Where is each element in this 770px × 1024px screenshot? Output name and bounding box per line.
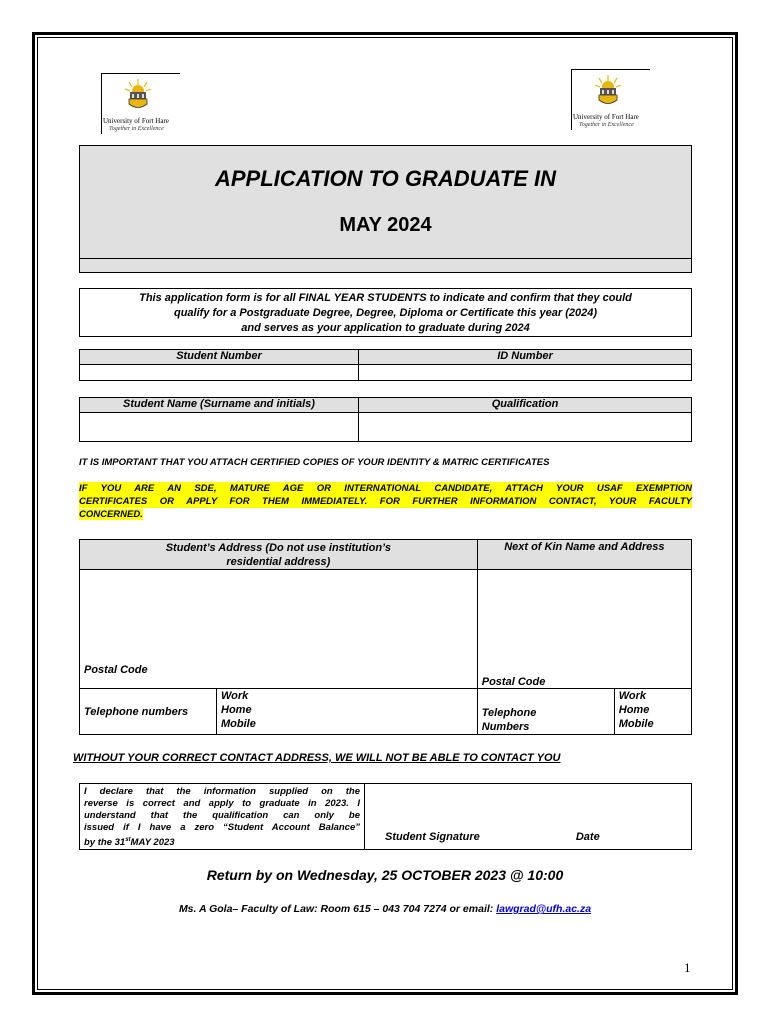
logo-university-name: University of Fort Hare [573,113,639,121]
work-label: Work [618,690,647,702]
form-title: APPLICATION TO GRADUATE IN [215,166,556,191]
university-logo-right [571,69,651,135]
declaration-line: I declare that the information supplied on the [84,786,360,797]
sde-notice-line: IF YOU ARE AN SDE, MATURE AGE OR INTERNATIONAL CANDIDATE, ATTACH YOUR USAF EXEMPTION [79,483,692,494]
declaration-line: reverse is correct and apply to graduate in 2023. I [84,798,360,809]
qualification-field[interactable] [359,413,692,442]
numbers-label: Numbers [481,721,530,733]
student-number-field[interactable] [80,365,359,381]
name-table [79,397,692,442]
qualification-label: Qualification [359,398,692,413]
email-link[interactable]: lawgrad@ufh.ac.za [496,903,592,915]
signature-field[interactable] [365,784,692,850]
student-phone-types [217,689,478,735]
home-label: Home [618,704,650,716]
student-name-field[interactable] [80,413,359,442]
home-label: Home [221,704,252,716]
contact-text: Ms. A Gola– Faculty of Law: Room 615 – 043 704 7274 or email: [178,903,497,915]
address-table [79,539,692,735]
university-crest-icon [123,77,153,111]
form-subtitle-date: MAY 2024 [339,214,432,236]
sde-notice-text: CONCERNED. [79,509,143,520]
sde-notice-line: CERTIFICATES OR APPLY FOR THEM IMMEDIATELY. FOR FURTHER INFORMATION CONTACT, YOUR FACULTY [79,496,692,507]
title-box [79,145,692,273]
next-of-kin-label: Next of Kin Name and Address [477,540,691,570]
date-label: Date [575,831,600,844]
intro-line: and serves as your application to graduate during 2024 [241,322,530,334]
student-number-label: Student Number [80,350,359,365]
id-number-label: ID Number [359,350,692,365]
sde-notice-line [79,508,692,521]
postal-code-label: Postal Code [84,664,148,676]
contact-info [0,903,770,915]
declaration-date-text: MAY 2023 [130,837,175,849]
intro-box [79,288,692,337]
student-address-field[interactable] [80,570,478,689]
logo-tagline: Together in Excellence [579,122,634,128]
university-crest-icon [593,73,623,107]
work-label: Work [221,690,249,702]
declaration-line [84,834,360,849]
student-address-label [80,540,478,570]
declaration-text [80,784,365,850]
ordinal-suffix: st [125,837,131,843]
logo-tagline: Together in Excellence [109,126,164,132]
student-address-label-line: Student’s Address (Do not use institution’s [165,542,392,554]
intro-line: qualify for a Postgraduate Degree, Degree, Diploma or Certificate this year (2024) [173,307,598,319]
declaration-line: issued if I have a zero “Student Account Balance” [84,822,360,833]
telephone-label: Telephone [481,707,537,719]
id-number-field[interactable] [359,365,692,381]
telephone-numbers-label: Telephone numbers [80,689,217,735]
declaration-date-text: by the 31 [84,837,126,849]
mobile-label: Mobile [618,718,654,730]
return-deadline: Return by on Wednesday, 25 OCTOBER 2023 @ 10:00 [206,867,564,883]
student-name-label: Student Name (Surname and initials) [80,398,359,413]
kin-telephone-label [477,689,614,735]
declaration-table [79,783,692,850]
declaration-line: understand that the qualification can only be [84,810,360,821]
university-logo-left [101,73,181,139]
title-divider [80,258,691,259]
next-of-kin-address-field[interactable] [477,570,691,689]
important-note: IT IS IMPORTANT THAT YOU ATTACH CERTIFIED COPIES OF YOUR IDENTITY & MATRIC CERTIFICATES [79,457,550,468]
contact-warning: WITHOUT YOUR CORRECT CONTACT ADDRESS, WE WILL NOT BE ABLE TO CONTACT YOU [73,752,561,764]
intro-line: This application form is for all FINAL YEAR STUDENTS to indicate and confirm that they could [139,292,632,304]
page-number: 1 [684,960,691,975]
postal-code-label: Postal Code [481,676,546,688]
mobile-label: Mobile [221,718,256,730]
sde-notice [79,482,692,521]
logo-university-name: University of Fort Hare [103,117,169,125]
student-signature-label: Student Signature [385,831,480,844]
student-address-label-line: residential address) [226,556,331,568]
kin-phone-types [614,689,691,735]
id-table [79,349,692,381]
